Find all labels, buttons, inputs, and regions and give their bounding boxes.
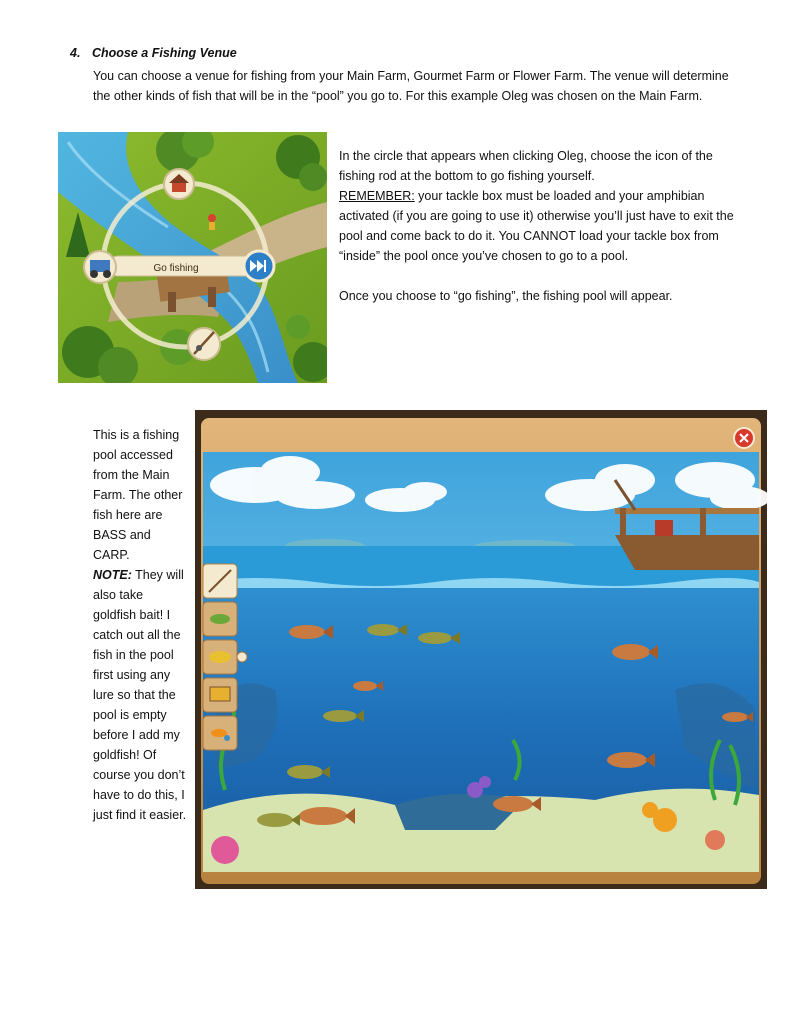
fast-forward-icon[interactable] [244, 251, 274, 281]
remember-label: REMEMBER: [339, 189, 415, 203]
tractor-icon[interactable] [84, 251, 116, 283]
goldfish-bait-tool[interactable] [203, 716, 237, 750]
go-fishing-label: Go fishing [153, 263, 199, 274]
lure-tool[interactable] [203, 602, 237, 636]
intro-paragraph: You can choose a venue for fishing from your Main Farm, Gourmet Farm or Flower Farm. The venue will determine the other kinds of fish that will be in the “pool” you go to. For this example Oleg was chosen on the Main Farm. [93, 69, 729, 103]
fishing-rod-tool[interactable] [203, 564, 237, 598]
fishing-pool-screenshot [195, 410, 767, 889]
fishing-rod-icon[interactable] [188, 328, 220, 360]
remember-paragraph [339, 186, 749, 266]
remember-text: your tackle box must be loaded and your amphibian activated (if you are going to use it) otherwise you’ll just have to exit the pool and come back to do it. You CANNOT load your tackle box from “inside” the pool once you’ve chosen to go to a pool. [339, 189, 734, 263]
section-number: 4. [70, 46, 81, 60]
section-heading [70, 46, 237, 60]
note-text: They will also take goldfish bait! I catch out all the fish in the pool first using any lure so that the pool is empty before I add my goldfish! Of course you don’t have to do this, I just find it easier. [93, 568, 187, 822]
left-column [93, 425, 188, 825]
go-fishing-paragraph: Once you choose to “go fishing”, the fishing pool will appear. [339, 289, 673, 303]
close-icon[interactable] [734, 428, 754, 448]
note-label: NOTE: [93, 568, 132, 582]
note-paragraph [93, 565, 188, 825]
pool-description: This is a fishing pool accessed from the Main Farm. The other fish here are BASS and CARP. [93, 428, 183, 562]
instruction-paragraph: In the circle that appears when clicking Oleg, choose the icon of the fishing rod at the bottom to go fishing yourself. [339, 149, 713, 183]
section-title: Choose a Fishing Venue [92, 46, 237, 60]
right-column [339, 146, 749, 306]
house-icon[interactable] [164, 169, 194, 199]
tackle-box-tool[interactable] [203, 678, 237, 712]
farm-screenshot [58, 132, 327, 383]
